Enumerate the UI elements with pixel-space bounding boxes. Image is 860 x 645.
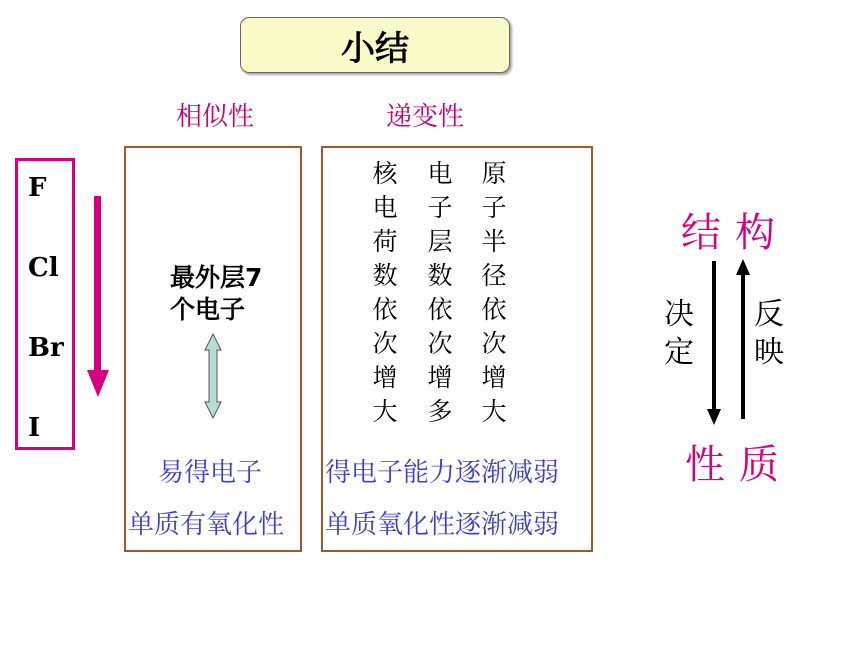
determine-arrow-icon bbox=[704, 261, 724, 426]
outer-electrons-line1: 最外层7 bbox=[170, 263, 263, 292]
outer-electrons-line2: 个电子 bbox=[170, 295, 246, 324]
heading-gradient: 递变性 bbox=[386, 102, 465, 132]
slide-title: 小结 bbox=[341, 28, 409, 69]
heading-similarity: 相似性 bbox=[176, 102, 255, 132]
reflect-arrow-icon bbox=[733, 259, 753, 419]
atomic-radius-column: 原 子 半 径 依 次 增 大 bbox=[481, 159, 507, 426]
down-arrow-icon bbox=[86, 196, 110, 398]
oxidizing-text: 单质有氧化性 bbox=[128, 510, 285, 540]
element-cl: Cl bbox=[28, 253, 59, 283]
element-i: I bbox=[28, 413, 41, 443]
property-label: 性质 bbox=[685, 442, 793, 488]
reflect-label: 反 映 bbox=[754, 297, 784, 370]
halogen-list bbox=[15, 158, 75, 450]
oxidizing-trend-text: 单质氧化性逐渐减弱 bbox=[325, 510, 560, 540]
gain-ability-text: 得电子能力逐渐减弱 bbox=[325, 458, 560, 488]
element-br: Br bbox=[28, 333, 64, 363]
nuclear-charge-column: 核 电 荷 数 依 次 增 大 bbox=[372, 159, 398, 426]
double-arrow-icon bbox=[203, 333, 223, 419]
title-box bbox=[240, 17, 510, 73]
electron-shell-column: 电 子 层 数 依 次 增 多 bbox=[427, 159, 453, 426]
gains-electrons-text: 易得电子 bbox=[158, 458, 263, 488]
determine-label: 决 定 bbox=[664, 297, 694, 370]
structure-label: 结构 bbox=[681, 210, 789, 256]
element-f: F bbox=[28, 173, 47, 203]
